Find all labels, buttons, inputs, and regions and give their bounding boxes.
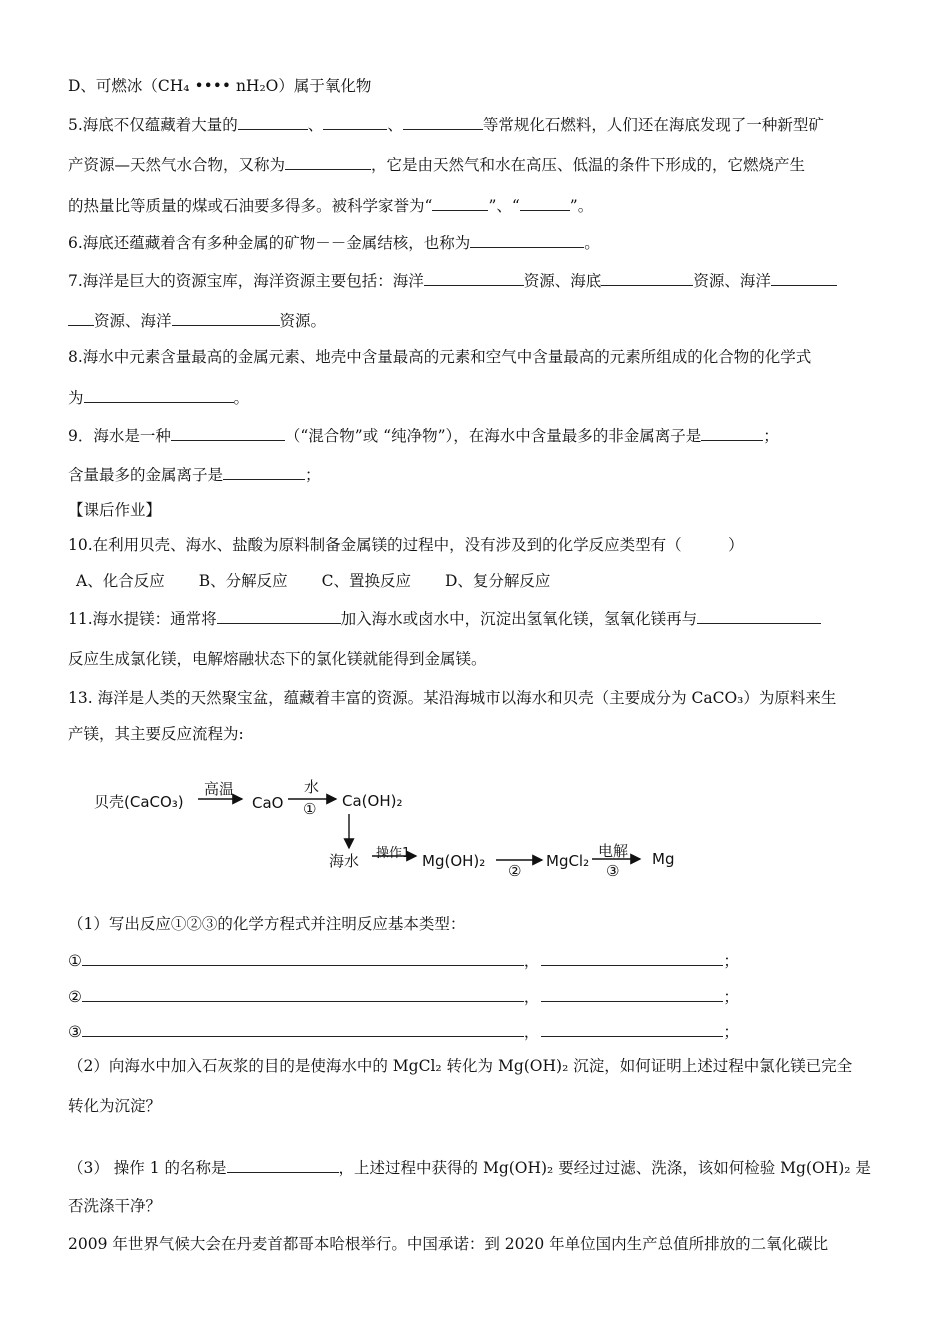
blank[interactable] [424,270,524,286]
question-6: 6.海底还蕴藏着含有多种金属的矿物－－金属结核，也称为 。 [68,234,600,252]
flow-arrows [92,762,722,910]
equation-row-2: ② ， ； [68,988,739,1006]
question-8-line-1: 8.海水中元素含量最高的金属元素、地壳中含量最高的元素和空气中含量最高的元素所组成的化合物的化学式 [68,348,812,366]
part-2-line-2: 转化为沉淀？ [68,1097,162,1115]
question-8-line-2: 为 。 [68,389,250,407]
blank[interactable] [238,114,308,130]
flow-high-temp: 高温 [204,780,235,798]
question-10: 10.在利用贝壳、海水、盐酸为原料制备金属镁的过程中，没有涉及到的化学反应类型有（ ） [68,536,744,554]
homework-heading: 【课后作业】 [68,501,162,519]
question-7-line-2: 资源、海洋 资源。 [68,310,326,331]
equation-blank[interactable] [82,950,524,966]
blank[interactable] [470,232,584,248]
option-d-choice[interactable]: D、复分解反应 [444,572,551,590]
blank[interactable] [771,270,837,286]
question-11-line-1: 11.海水提镁：通常将 加入海水或卤水中，沉淀出氢氧化镁，氢氧化镁再与 [68,608,821,629]
question-13-line-2: 产镁，其主要反应流程为: [68,725,244,743]
flow-mg: Mg [652,850,675,868]
blank[interactable] [432,195,488,211]
question-9-line-2: 含量最多的金属离子是 ； [68,466,321,484]
option-a[interactable]: A、化合反应 [76,572,165,590]
flow-water: 水 [304,778,320,796]
flow-mgoh2: Mg(OH)₂ [422,852,486,870]
question-10-options [76,571,584,591]
flow-mgcl2: MgCl₂ [546,852,590,870]
part-3-line-1: （3） 操作 1 的名称是 ，上述过程中获得的 Mg(OH)₂ 要经过过滤、洗涤，该如何检验 Mg(OH)₂ 是 [68,1159,871,1177]
blank[interactable] [697,608,821,624]
blank[interactable] [172,310,280,326]
equation-blank[interactable] [82,1021,524,1037]
flow-cao: CaO [252,794,284,812]
blank[interactable] [323,114,387,130]
question-7-line-1: 7.海洋是巨大的资源宝库，海洋资源主要包括：海洋 资源、海底 资源、海洋 [68,270,837,291]
equation-row-1: ① ， ； [68,952,739,970]
question-5-line-1: 5.海底不仅蕴藏着大量的 、 、 等常规化石燃料，人们还在海底发现了一种新型矿 [68,116,824,134]
type-blank[interactable] [541,950,723,966]
blank[interactable] [68,310,94,326]
option-b[interactable]: B、分解反应 [198,572,288,590]
question-5-line-2: 产资源—天然气水合物，又称为 ，它是由天然气和水在高压、低温的条件下形成的，它燃烧产生 [68,156,806,174]
question-5-line-3: 的热量比等质量的煤或石油要多得多。被科学家誉为“ ”、“ ”。 [68,197,594,215]
blank[interactable] [227,1157,339,1173]
part-3-line-2: 否洗涤干净？ [68,1197,162,1215]
reaction-flow-diagram [92,762,722,910]
type-blank[interactable] [541,1021,723,1037]
flow-seawater: 海水 [329,852,360,870]
option-d: D、可燃冰（CH₄ •••• nH₂O）属于氧化物 [68,77,372,95]
blank[interactable] [217,608,341,624]
blank[interactable] [84,387,234,403]
blank[interactable] [601,270,693,286]
question-11-line-2: 反应生成氯化镁，电解熔融状态下的氯化镁就能得到金属镁。 [68,650,487,668]
question-13-line-1: 13. 海洋是人类的天然聚宝盆，蕴藏着丰富的资源。某沿海城市以海水和贝壳（主要成分为 CaCO₃）为原料来生 [68,689,837,707]
flow-caoh2: Ca(OH)₂ [342,792,403,810]
equation-row-3: ③ ， ； [68,1023,739,1041]
blank[interactable] [285,154,371,170]
blank[interactable] [701,425,763,441]
blank[interactable] [223,464,305,480]
blank[interactable] [403,114,483,130]
blank[interactable] [171,425,285,441]
flow-shell: 贝壳(CaCO₃) [94,793,184,811]
question-9-line-1: 9．海水是一种 （“混合物”或 “纯净物”），在海水中含量最多的非金属离子是 ； [68,427,779,445]
blank[interactable] [520,195,570,211]
last-paragraph: 2009 年世界气候大会在丹麦首都哥本哈根举行。中国承诺：到 2020 年单位国内生产总值所排放的二氧化碳比 [68,1235,829,1253]
flow-step-2: ② [508,862,522,880]
equation-blank[interactable] [82,986,524,1002]
flow-step-3: ③ [606,862,620,880]
flow-step-1: ① [303,800,317,818]
type-blank[interactable] [541,986,723,1002]
flow-electrolysis: 电解 [598,842,629,860]
part-2-line-1: （2）向海水中加入石灰浆的目的是使海水中的 MgCl₂ 转化为 Mg(OH)₂ 沉淀，如何证明上述过程中氯化镁已完全 [68,1057,853,1075]
option-c[interactable]: C、置换反应 [321,572,411,590]
flow-op1: 操作1 [376,846,411,861]
part-1-prompt: （1）写出反应①②③的化学方程式并注明反应基本类型： [68,915,466,933]
